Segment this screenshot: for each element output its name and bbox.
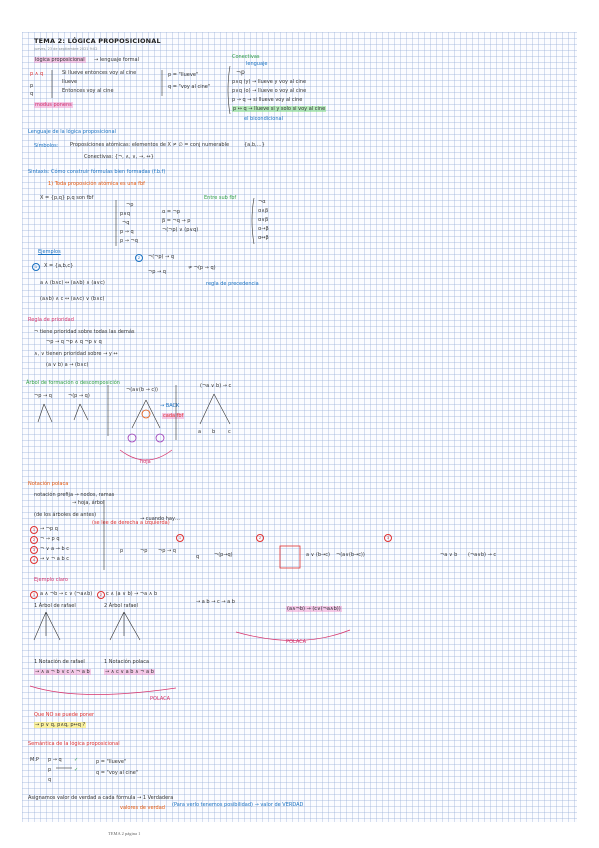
deriv-4: p → q	[120, 229, 134, 235]
arbol-leaf-tag: hoja	[140, 459, 151, 465]
deriv-1: ¬p	[126, 202, 134, 208]
leaf-arc	[120, 450, 172, 460]
semantica-last-2: (Para verlo tenemos posibilidad) → valor de VERDAD	[172, 802, 304, 808]
intro-var-p: p ∧ q	[30, 71, 44, 77]
polaca-mark-3: 3	[384, 534, 392, 542]
box-item-1: ¬p	[236, 69, 245, 76]
check-2-icon: ✓	[74, 767, 79, 773]
polaca-ex-b: c ∧ (a ∨ b) → ¬a ∧ b	[106, 591, 158, 597]
polaca-ex-num-2: 2	[97, 591, 105, 599]
polaca-pol-2: 1 Notación polaca	[104, 659, 150, 665]
prioridad-heading: Regla de prioridad	[28, 317, 74, 323]
nota-line-1: Que NO se puede poner	[34, 712, 95, 718]
polaca-list-head: (de los árboles de antes)	[34, 512, 97, 518]
simbolos-set: {a,b,…}	[244, 142, 265, 148]
box-item-4: p → q → si llueve voy al cine	[232, 97, 303, 103]
ex1-a: a ∧ (b∧c) ↔ (a∧b) ∧ (a∨c)	[40, 280, 105, 286]
ex2-c: ≠ ¬(p → q)	[188, 265, 216, 271]
ex2-b: ¬p → q	[148, 269, 166, 275]
intro-def-p: p = "llueve"	[168, 72, 199, 78]
tree-4	[200, 394, 230, 424]
polaca-mark-2: 2	[256, 534, 264, 542]
polaca-line-2: → hoja, árbol	[72, 500, 105, 506]
brace-rcol	[252, 198, 254, 244]
tree-2	[74, 404, 88, 420]
box-item-2: p∧q (y) → llueve y voy al cine	[232, 79, 307, 85]
semantica-sub: valores de verdad	[120, 805, 165, 811]
intro-sentence-2: llueve	[62, 79, 78, 85]
polaca-step-2: ¬p	[140, 548, 148, 554]
tree-3	[132, 400, 160, 428]
ex1-set: X = {a,b,c}	[44, 263, 74, 269]
polaca-ex-c: → a b → c → a b	[196, 599, 235, 605]
polaca-step-9: (¬a∨b) → c	[468, 552, 497, 558]
polaca-item-1: → ¬p q	[40, 526, 58, 532]
sintaxis-x: X = {p,q} p,q son fbf	[40, 195, 94, 201]
polaca-res-1: → ∧ a ¬ b ∨ c ∧ ¬ a b	[35, 669, 90, 675]
ejemplos-heading: Ejemplos	[38, 249, 61, 255]
semantica-last: Asignamos valor de verdad a cada fórmula → 1 Verdadera	[28, 795, 174, 801]
ex1-b: (a∧b) ∧ c ↔ (a∧c) ∨ (b∧c)	[40, 296, 105, 302]
polaca-ex-num-1: 1	[30, 591, 38, 599]
deriv2-3: ¬(¬p) ∨ (p∨q)	[162, 227, 199, 233]
prioridad-line-1: ¬ tiene prioridad sobre todas las demás	[34, 329, 135, 335]
sintaxis-note: Entre sub fbf	[204, 195, 237, 201]
box-item-3: p∨q (o) → llueve o voy al cine	[232, 88, 307, 94]
prioridad-line-2: ¬p → q ¬p ∧ q ¬p ∨ q	[46, 339, 102, 345]
polaca-example-head: Ejemplo claro	[34, 577, 68, 583]
node-circle-1	[142, 410, 150, 418]
rcol-5: α↔β	[258, 235, 269, 241]
ex2-note: regla de precedencia	[206, 281, 259, 287]
deriv2-1: α = ¬p	[162, 209, 181, 215]
arbol-t2: ¬(p → q)	[68, 393, 90, 399]
polaca-ex-d: (a∧¬b) → (c∨(¬a∧b))	[287, 606, 341, 612]
semantica-d1: p = "llueve"	[96, 759, 127, 765]
box-note: el bicondicional	[244, 116, 283, 122]
polaca-step-6: a ∨ (b→c)	[306, 552, 330, 558]
deriv-3: ¬q	[122, 220, 130, 226]
polaca-res-2: → ∧ c ∨ a b ∧ ¬ a b	[105, 669, 154, 675]
semantica-l3: q	[48, 777, 52, 783]
intro-box-sub: lenguaje	[246, 61, 268, 67]
polaca-item-2: ¬ → p q	[40, 536, 60, 542]
ex-num-1: 1	[32, 263, 40, 271]
page-title: TEMA 2: LÓGICA PROPOSICIONAL	[34, 37, 161, 45]
polaca-arbol-2: 2 Árbol rafael	[104, 603, 138, 609]
tree-6	[110, 612, 140, 640]
intro-var-q: q	[30, 91, 34, 97]
polaca-arc-1	[30, 686, 176, 695]
polaca-mark-1: 1	[176, 534, 184, 542]
polaca-tag-1: POLACA	[150, 696, 171, 702]
polaca-line-1: notación prefija → nodos, ramas	[34, 492, 115, 498]
intro-badge: modus ponens	[35, 102, 72, 108]
ex-num-2: 2	[135, 254, 143, 262]
polaca-ex-a: a ∧ ¬b → c ∨ (¬a∧b)	[40, 591, 93, 597]
intro-var-p2: p	[30, 83, 34, 89]
intro-box-title: Conectivas	[232, 54, 260, 60]
intro-label: lógica proposicional	[35, 57, 85, 63]
box-item-5: p ↔ q → llueve si y solo si voy al cine	[233, 106, 326, 112]
arbol-heading: Árbol de formación o descomposición	[26, 380, 120, 386]
polaca-num-4: 4	[30, 556, 38, 564]
polaca-num-2: 2	[30, 536, 38, 544]
semantica-mp: M.P	[30, 757, 39, 763]
prioridad-line-3: ∧, ∨ tienen prioridad sobre → y ↔	[34, 351, 118, 357]
semantica-d2: q = "voy al cine"	[96, 770, 139, 776]
box-step	[280, 546, 300, 568]
simbolos-label: Símbolos:	[34, 143, 59, 149]
nota-line-2: → p ∨ q, p∧q, p↔q ?	[35, 722, 86, 728]
page-date: jueves, 23 de septiembre 2021 9:02	[34, 47, 98, 51]
polaca-arbol-1: 1 Árbol de rafael	[34, 603, 76, 609]
intro-def-q: q = "voy al cine"	[168, 84, 211, 90]
arbol-t3: ¬(a∨(b → c))	[126, 387, 159, 393]
arbol-t4: (¬a ∨ b) → c	[200, 383, 232, 389]
arbol-t1: ¬p → q	[34, 393, 52, 399]
polaca-step-5: ¬(p→q)	[214, 552, 233, 558]
node-circle-2	[128, 434, 136, 442]
simbolos-line-1: Proposiciones atómicas: elementos de X ≠ ∅ = conj numerable	[70, 142, 230, 148]
sintaxis-line: Sintaxis: Cómo construir fórmulas bien formadas (f.b.f)	[28, 169, 166, 175]
polaca-step-8: ¬a ∨ b	[440, 552, 458, 558]
polaca-arc-2	[236, 630, 350, 641]
tree-1	[38, 404, 52, 422]
intro-lead: → lenguaje formal	[94, 57, 139, 63]
polaca-num-3: 3	[30, 546, 38, 554]
lenguaje-heading: Lenguaje de la lógica proposicional	[28, 129, 116, 135]
polaca-side-2: → cuando hay…	[140, 516, 180, 522]
brace-box	[228, 66, 230, 114]
deriv-2: p∧q	[120, 211, 131, 217]
polaca-tag-2: POLACA	[286, 639, 307, 645]
polaca-num-1: 1	[30, 526, 38, 534]
deriv-5: p → ¬q	[120, 238, 138, 244]
node-circle-3	[156, 434, 164, 442]
polaca-step-7: ¬(a∨(b→c))	[336, 552, 365, 558]
intro-sentence-3: Entonces voy al cine	[62, 88, 114, 94]
prioridad-line-4: (a ∨ b) a → (b∧c)	[46, 362, 89, 368]
arbol-note-2: cada fbf	[163, 413, 184, 419]
arbol-note-1: → BACK	[160, 403, 180, 409]
semantica-heading: Semántica de la lógica proposicional	[28, 741, 120, 747]
arbol-leaf-b: b	[212, 429, 216, 435]
sintaxis-rule: 1) Toda proposición atómica es una fbf	[48, 181, 145, 187]
tree-5	[34, 612, 60, 640]
semantica-l1: p → q	[48, 757, 62, 763]
intro-sentence-1: Si llueve entonces voy al cine	[62, 70, 137, 76]
arbol-leaf-c: c	[228, 429, 231, 435]
polaca-item-3: ¬ ∨ a → b c	[40, 546, 69, 552]
rcol-2: α∧β	[258, 208, 269, 214]
polaca-side-1: (se lee de derecha a izquierda)	[92, 520, 170, 526]
rcol-3: α∨β	[258, 217, 269, 223]
deriv2-2: β = ¬q → p	[162, 218, 191, 224]
check-1-icon: ✓	[74, 757, 79, 763]
polaca-step-4: q	[196, 554, 200, 560]
polaca-step-1: p	[120, 548, 124, 554]
ex2-a: ¬(¬p) → q	[148, 254, 174, 260]
rcol-1: ¬α	[258, 199, 266, 205]
polaca-item-4: → ∨ ¬ a b c	[40, 556, 69, 562]
semantica-l2: p	[48, 767, 52, 773]
polaca-step-3: ¬p → q	[158, 548, 176, 554]
polaca-pol-1: 1 Notación de rafael	[34, 659, 85, 665]
page-footer: TEMA 2 página 1	[108, 831, 141, 836]
polaca-heading: Notación polaca	[28, 481, 69, 487]
simbolos-line-2: Conectivas: {¬, ∧, ∨, →, ↔}	[84, 154, 154, 160]
rcol-4: α→β	[258, 226, 269, 232]
arbol-leaf-a: a	[198, 429, 202, 435]
